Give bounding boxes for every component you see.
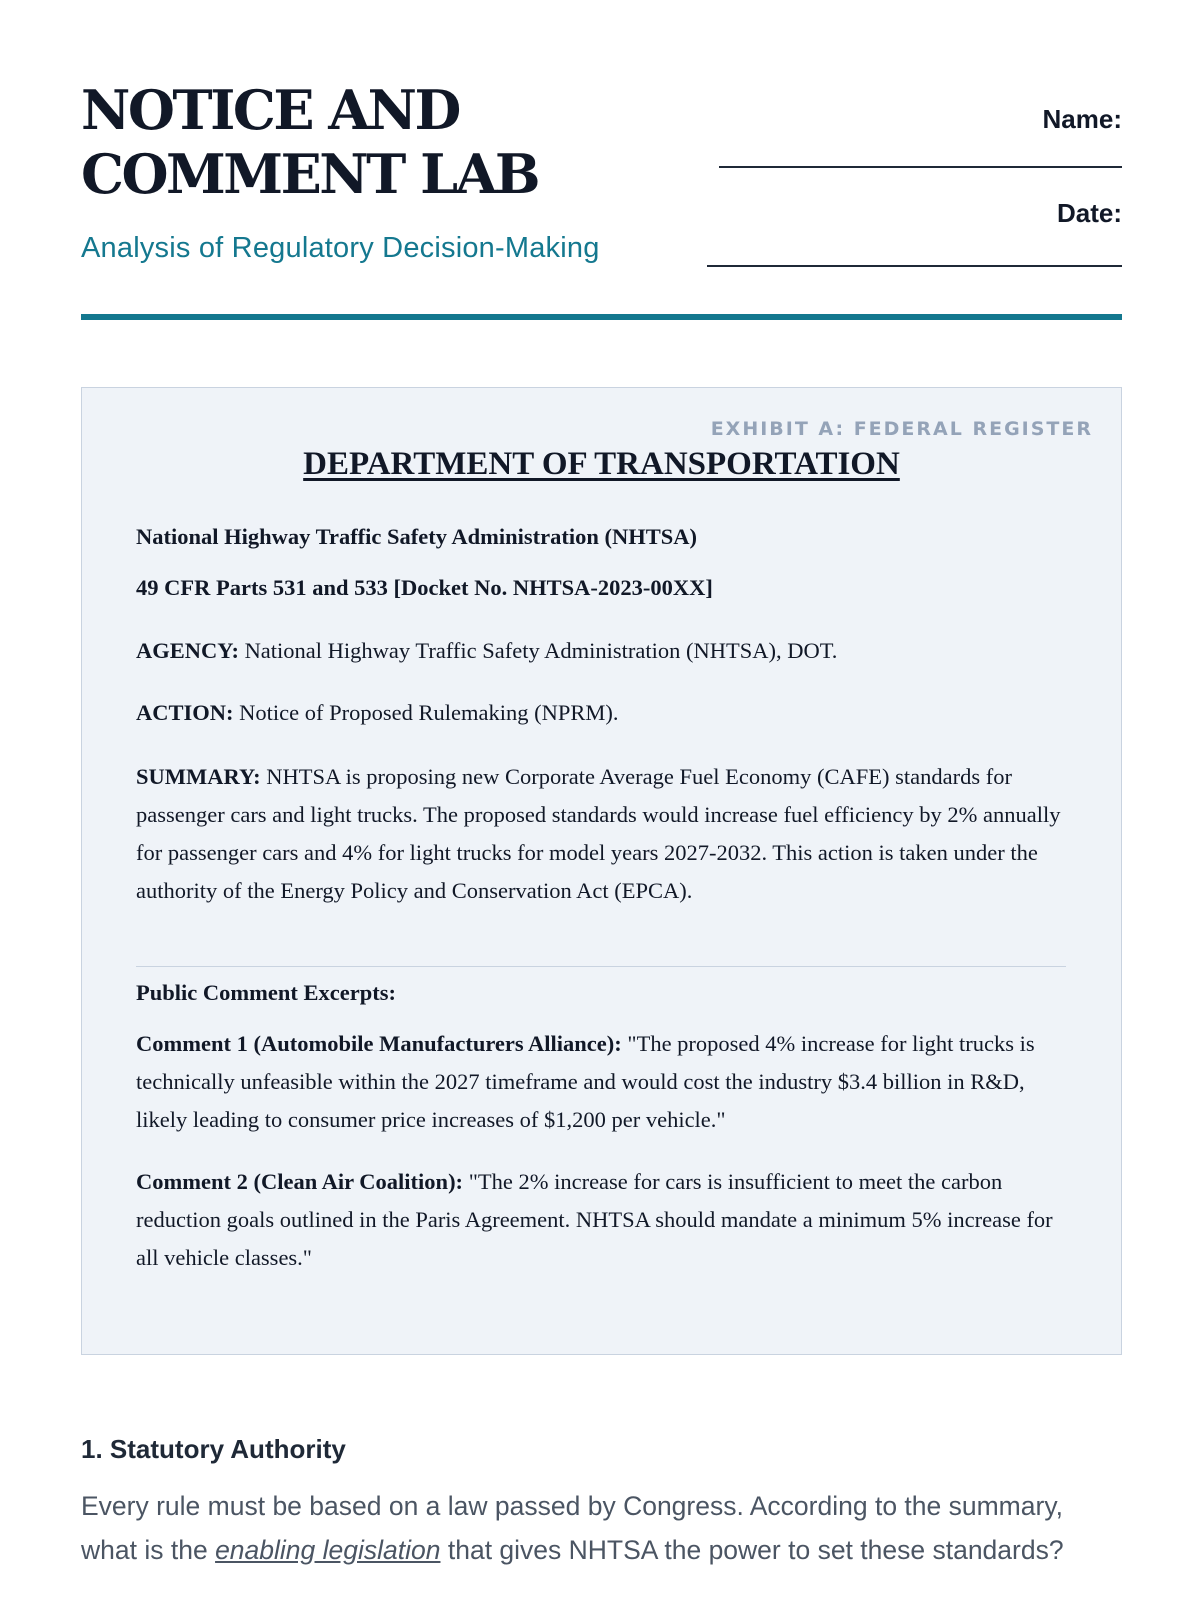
date-label: Date: [1056,198,1122,228]
question-1-text-after: that gives NHTSA the power to set these standards? [447,1535,1064,1565]
title-line-2: COMMENT LAB [81,142,539,206]
summary-value: NHTSA is proposing new Corporate Average Fuel Economy (CAFE) standards for passenger cars and light trucks. The proposed standards would increase fuel efficiency by 2% annually for passenger cars and 4% for light trucks for model years 2027-2032. This action is taken under the authority of the Energy Policy and Conservation Act (EPCA). [136,764,1061,903]
agency-field [136,632,1076,670]
exhibit-tag: EXHIBIT A: FEDERAL REGISTER [710,418,1093,440]
comment-2 [136,1163,1076,1277]
comments-heading-row [136,974,1076,1012]
title-line-1: NOTICE AND [81,78,459,142]
agency-value: National Highway Traffic Safety Administration (NHTSA), DOT. [244,638,838,663]
name-label: Name: [1042,104,1122,134]
question-1-term: enabling legislation [215,1535,441,1565]
question-1-prompt [81,1484,1126,1572]
header-divider [81,314,1122,320]
docket-line [136,569,1076,607]
comment-2-text: "The 2% increase for cars is insufficient to meet the carbon reduction goals outlined in the Paris Agreement. NHTSA should mandate a minimum 5% increase for all vehicle classes." [136,1169,1053,1270]
question-1-text-before: Every rule must be based on a law passed by Congress. According to the summary, what is the [81,1491,1063,1565]
agency-line [136,518,1076,556]
page-title [81,78,538,206]
docket-text: 49 CFR Parts 531 and 533 [Docket No. NHTSA-2023-00XX] [136,575,713,600]
comments-divider [136,966,1066,967]
agency-label: AGENCY: [136,638,239,663]
comment-2-label: Comment 2 (Clean Air Coalition): [136,1169,464,1194]
comment-1 [136,1025,1076,1139]
summary-label: SUMMARY: [136,764,261,789]
summary-field [136,758,1076,910]
agency-name-text: National Highway Traffic Safety Administration (NHTSA) [136,524,698,549]
action-field [136,694,1076,732]
date-field-line[interactable] [707,265,1122,267]
comment-1-text: "The proposed 4% increase for light trucks is technically unfeasible within the 2027 timeframe and would cost the industry $3.4 billion in R&D, likely leading to consumer price increases of $1,200 per vehicle." [136,1031,1035,1132]
comment-1-label: Comment 1 (Automobile Manufacturers Alliance): [136,1031,622,1056]
question-1-title: 1. Statutory Authority [81,1434,346,1464]
action-value: Notice of Proposed Rulemaking (NPRM). [239,700,619,725]
worksheet-page [81,0,1122,1600]
page-subtitle: Analysis of Regulatory Decision-Making [81,232,600,264]
exhibit-box [81,387,1122,1355]
department-heading: DEPARTMENT OF TRANSPORTATION [303,446,900,482]
action-label: ACTION: [136,700,234,725]
name-field-line[interactable] [719,166,1122,168]
comments-heading: Public Comment Excerpts: [136,980,396,1005]
